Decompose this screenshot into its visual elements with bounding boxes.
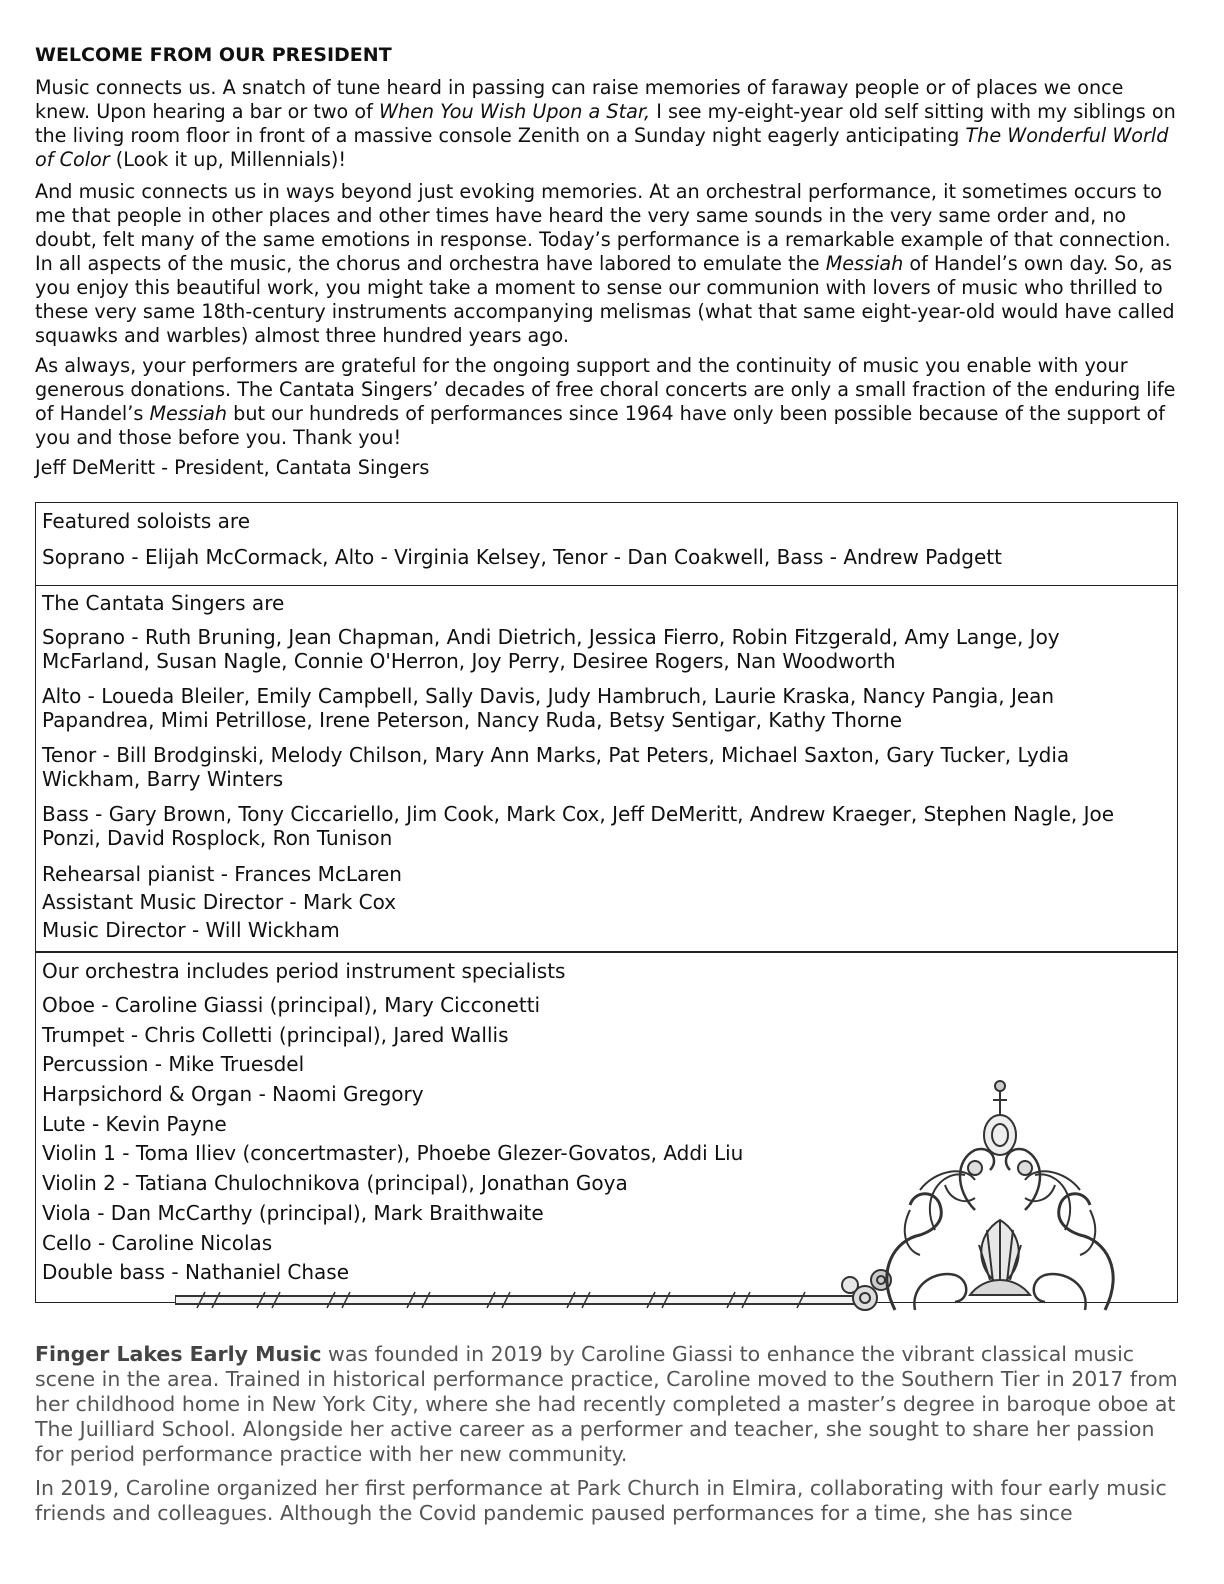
singers-title: The Cantata Singers are [42,591,285,615]
president-signature: Jeff DeMeritt - President, Cantata Singers [35,456,430,479]
soprano-list: Soprano - Ruth Bruning, Jean Chapman, Andi Dietrich, Jessica Fierro, Robin Fitzgerald, Amy Lange, Joy McFarland, Susan Nagle, Connie O'Herron, Joy Perry, Desiree Rogers, Nan Woodworth [42,625,1060,673]
tenor-list: Tenor - Bill Brodginski, Melody Chilson, Mary Ann Marks, Pat Peters, Michael Saxton, Gary Tucker, Lydia Wickham, Barry Winters [42,743,1070,791]
flem-name: Finger Lakes Early Music [35,1342,322,1366]
orchestra-member: Oboe - Caroline Giassi (principal), Mary Cicconetti [42,993,541,1017]
soloists-list: Soprano - Elijah McCormack, Alto - Virginia Kelsey, Tenor - Dan Coakwell, Bass - Andrew Padgett [42,545,1002,569]
orchestra-title: Our orchestra includes period instrument specialists [42,959,566,983]
orchestra-member: Cello - Caroline Nicolas [42,1231,273,1255]
welcome-paragraph-1 [35,76,1178,172]
welcome-heading: WELCOME FROM OUR PRESIDENT [35,44,392,66]
text: I see my-eight-year old self sitting with my siblings on the living room floor in front of a massive console Zenith on a Sunday night eagerly anticipating [35,100,1176,147]
staff-assistant-director: Assistant Music Director - Mark Cox [42,890,397,914]
baroque-ornament [175,1070,1125,1340]
text: was founded in 2019 by Caroline Giassi to enhance the vibrant classical music scene in the area. Trained in historical performance practice, Caroline moved to the Southern Tier in 2017 from her childhood home in New York City, where she had recently completed a master’s degree in baroque oboe at The Juilliard School. Alongside her active career as a performer and teacher, she sought to share her passion for period performance practice with her new community. [35,1342,1178,1466]
soloists-title: Featured soloists are [42,509,251,533]
orchestra-member: Harpsichord & Organ - Naomi Gregory [42,1082,424,1106]
alto-list: Alto - Loueda Bleiler, Emily Campbell, Sally Davis, Judy Hambruch, Laurie Kraska, Nancy Pangia, Jean Papandrea, Mimi Petrillose, Irene Peterson, Nancy Ruda, Betsy Sentigar, Kathy Thorne [42,684,1055,732]
work-title: Messiah [149,402,228,425]
flem-paragraph-1 [35,1342,1178,1467]
text: (Look it up, Millennials)! [109,148,347,171]
flem-paragraph-2: In 2019, Caroline organized her first performance at Park Church in Elmira, collaborating with four early music friends and colleagues. Although the Covid pandemic paused performances for a time, she has since [35,1476,1167,1525]
text: but our hundreds of performances since 1964 have only been possible because of the support of you and those before you. Thank you! [35,402,1166,449]
text: And music connects us in ways beyond just evoking memories. At an orchestral performance, it sometimes occurs to me that people in other places and other times have heard the very same sounds in the very same order and, no doubt, felt many of the same emotions in response. Today’s performance is a remarkable example of that connection. In all aspects of the music, the chorus and orchestra have labored to emulate the [35,180,1171,275]
welcome-paragraph-3 [35,354,1178,450]
orchestra-member: Viola - Dan McCarthy (principal), Mark Braithwaite [42,1201,544,1225]
orchestra-member: Violin 2 - Tatiana Chulochnikova (principal), Jonathan Goya [42,1171,628,1195]
song-title: When You Wish Upon a Star, [378,100,651,123]
orchestra-member: Violin 1 - Toma Iliev (concertmaster), Phoebe Glezer-Govatos, Addi Liu [42,1141,744,1165]
welcome-paragraph-2 [35,180,1178,348]
text: As always, your performers are grateful for the ongoing support and the continuity of music you enable with your generous donations. The Cantata Singers’ decades of free choral concerts are only a small fraction of the enduring life of Handel’s [35,354,1176,425]
bass-list: Bass - Gary Brown, Tony Ciccariello, Jim Cook, Mark Cox, Jeff DeMeritt, Andrew Kraeger, Stephen Nagle, Joe Ponzi, David Rosplock, Ron Tunison [42,802,1115,850]
orchestra-member: Double bass - Nathaniel Chase [42,1260,350,1284]
orchestra-member: Lute - Kevin Payne [42,1112,227,1136]
staff-music-director: Music Director - Will Wickham [42,918,340,942]
singers-box [35,584,1178,953]
show-title: The Wonderful World of Color [35,124,1169,171]
staff-rehearsal-pianist: Rehearsal pianist - Frances McLaren [42,862,402,886]
text: Music connects us. A snatch of tune heard in passing can raise memories of faraway people or of places we once knew. Upon hearing a bar or two of [35,76,1124,123]
soloists-box [35,502,1178,586]
orchestra-member: Trumpet - Chris Colletti (principal), Jared Wallis [42,1023,509,1047]
orchestra-member: Percussion - Mike Truesdel [42,1052,305,1076]
text: of Handel’s own day. So, as you enjoy this beautiful work, you might take a moment to sense our communion with lovers of music who thrilled to these very same 18th-century instruments accompanying melismas (what that same eight-year-old would have called squawks and warbles) almost three hundred years ago. [35,252,1175,347]
work-title: Messiah [825,252,904,275]
